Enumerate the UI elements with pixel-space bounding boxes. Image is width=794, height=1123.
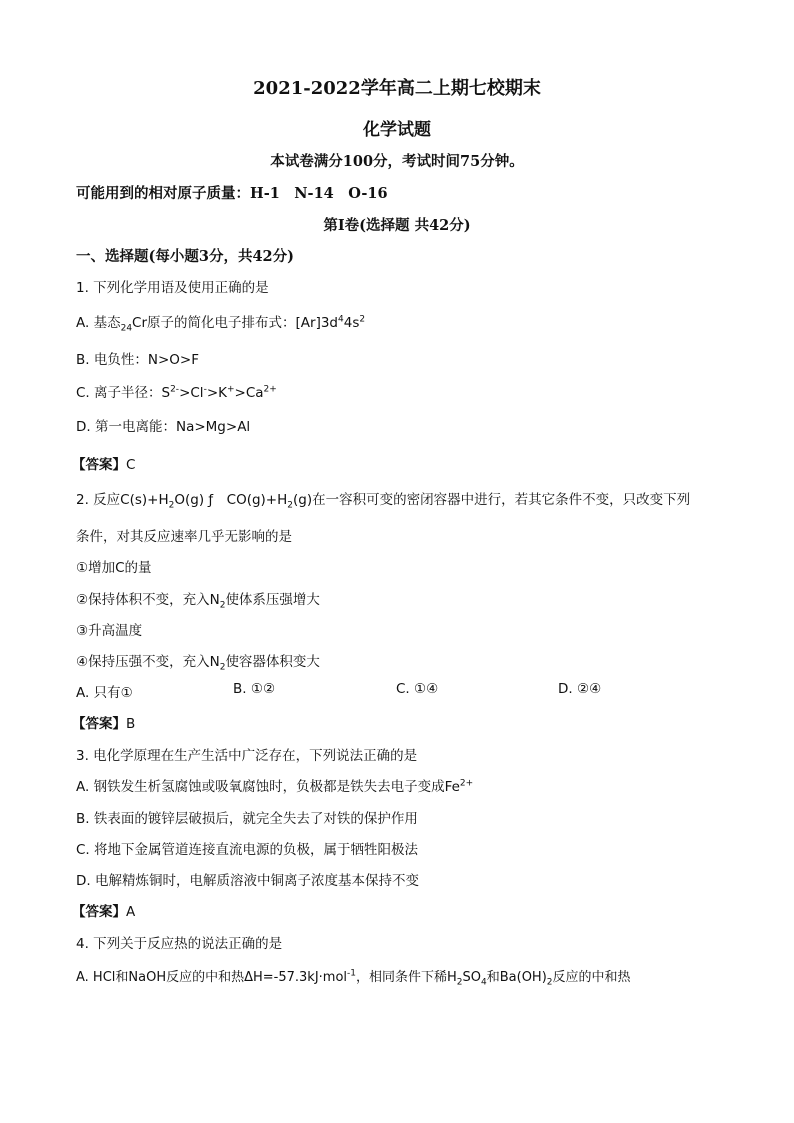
q1-option-a: A. 基态$_{24}$Cr原子的简化电子排布式：$[Ar]3d^44s^2$ <box>76 314 366 334</box>
part-title: 第Ⅰ卷(选择题 共42分) <box>323 217 471 234</box>
q3-option-d: D. 电解精炼铜时，电解质溶液中铜离子浓度基本保持不变 <box>76 873 419 889</box>
q2-stem-line2: 条件，对其反应速率几乎无影响的是 <box>76 529 292 545</box>
q2-item-2: ②保持体积不变，充入$N_2$使体系压强增大 <box>76 592 320 611</box>
subject-title: 化学试题 <box>363 120 431 140</box>
q2-item-3: ③升高温度 <box>76 623 143 639</box>
atomic-mass-note: 可能用到的相对原子质量：H-1 N-14 O-16 <box>76 185 388 202</box>
exam-note: 本试卷满分100分，考试时间75分钟。 <box>270 153 524 170</box>
q1-stem: 1. 下列化学用语及使用正确的是 <box>76 280 269 296</box>
q3-answer: 【答案】A <box>72 904 136 920</box>
q3-option-b: B. 铁表面的镀锌层破损后，就完全失去了对铁的保护作用 <box>76 811 418 827</box>
q2-item-1: ①增加C的量 <box>76 560 152 576</box>
q1-option-c: C. 离子半径：$S^{2-}>Cl^->K^+>Ca^{2+}$ <box>76 384 277 401</box>
q2-option-d: D. ②④ <box>558 681 602 697</box>
q3-option-c: C. 将地下金属管道连接直流电源的负极，属于牺牲阳极法 <box>76 842 419 858</box>
q3-stem: 3. 电化学原理在生产生活中广泛存在，下列说法正确的是 <box>76 748 418 764</box>
q1-option-d: D. 第一电离能：Na>Mg>Al <box>76 419 251 435</box>
q1-answer: 【答案】C <box>72 457 136 473</box>
q4-option-a: A. HCl和NaOH反应的中和热ΔH=-57.3kJ·mol$^{-1}$，相同条件下稀$H_2SO_4$和$Ba(OH)_2$反应的中和热 <box>76 968 631 988</box>
exam-title: 2021-2022学年高二上期七校期末 <box>253 78 541 99</box>
q4-stem: 4. 下列关于反应热的说法正确的是 <box>76 936 283 952</box>
q2-stem: 2. 反应$C(s)+H_2O(g)$ ƒ $CO(g)+H_2(g)$在一容积可变的密闭容器中进行，若其它条件不变，只改变下列 <box>76 492 691 511</box>
q2-option-c: C. ①④ <box>396 681 439 697</box>
q2-option-a: A. 只有① <box>76 685 133 701</box>
section-title: 一、选择题(每小题3分，共42分) <box>76 248 294 265</box>
q1-option-b: B. 电负性：N>O>F <box>76 352 199 368</box>
q3-option-a: A. 钢铁发生析氢腐蚀或吸氧腐蚀时，负极都是铁失去电子变成$Fe^{2+}$ <box>76 778 474 795</box>
q2-answer: 【答案】B <box>72 716 136 732</box>
q2-option-b: B. ①② <box>233 681 276 697</box>
q2-item-4: ④保持压强不变，充入$N_2$使容器体积变大 <box>76 654 320 673</box>
